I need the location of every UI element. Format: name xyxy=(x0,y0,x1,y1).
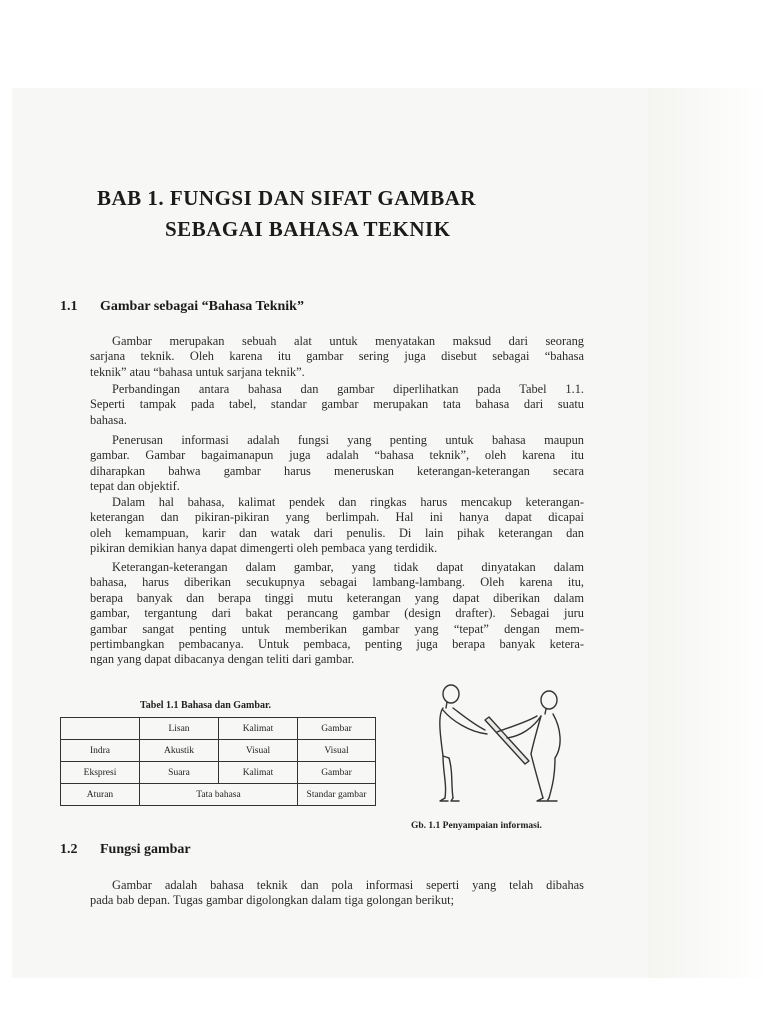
text-line: gambar sangat penting untuk memberikan gambar yang “tepat” dengan mem- xyxy=(90,621,584,636)
table-cell-merged: Tata bahasa xyxy=(140,784,298,806)
table-row xyxy=(61,740,376,762)
table-cell: Ekspresi xyxy=(61,762,140,784)
table-cell: Standar gambar xyxy=(298,784,376,806)
table-cell: Kalimat xyxy=(219,762,298,784)
language-vs-drawing-table xyxy=(60,717,376,806)
text-line: pertimbangkan pembacanya. Untuk pembaca, penting juga berapa banyak ketera- xyxy=(90,636,584,651)
text-line: oleh kemampuan, karir dan watak dari penulis. Di lain pihak keterangan dan xyxy=(90,525,584,540)
table-cell: Akustik xyxy=(140,740,219,762)
table-cell: Lisan xyxy=(140,718,219,740)
text-line: Seperti tampak pada tabel, standar gambar merupakan tata bahasa dari suatu xyxy=(90,397,584,412)
text-line: sarjana teknik. Oleh karena itu gambar sering juga disebut sebagai “bahasa xyxy=(90,349,584,364)
paragraph-3 xyxy=(90,433,584,495)
left-person-figure xyxy=(440,685,487,801)
table-caption: Tabel 1.1 Bahasa dan Gambar. xyxy=(140,700,271,711)
paragraph-4 xyxy=(90,495,584,557)
text-line: tepat dan objektif. xyxy=(90,479,180,494)
text-line: Gambar merupakan sebuah alat untuk menyatakan maksud dari seorang xyxy=(112,334,584,348)
text-line: keterangan dan pikiran-pikiran yang berlimpah. Hal ini hanya dapat dicapai xyxy=(90,510,584,525)
table-cell: Suara xyxy=(140,762,219,784)
section-title: Gambar sebagai “Bahasa Teknik” xyxy=(100,299,304,314)
table-row xyxy=(61,762,376,784)
table-cell: Aturan xyxy=(61,784,140,806)
text-line: pada bab depan. Tugas gambar digolongkan dalam tiga golongan berikut; xyxy=(90,893,455,908)
text-line: ngan yang dapat dibacanya dengan teliti dari gambar. xyxy=(90,652,355,667)
figure-caption: Gb. 1.1 Penyampaian informasi. xyxy=(411,821,542,831)
table-cell: Kalimat xyxy=(219,718,298,740)
paragraph-section-2 xyxy=(90,878,584,909)
text-line: bahasa, harus diberikan secukupnya sebagai lambang-lambang. Oleh karena itu, xyxy=(90,575,584,590)
table-header-row xyxy=(61,718,376,740)
right-person-figure xyxy=(497,691,560,801)
section-number: 1.2 xyxy=(60,842,78,857)
text-line: Keterangan-keterangan dalam gambar, yang tidak dapat dinyatakan dalam xyxy=(112,560,584,574)
table-row xyxy=(61,784,376,806)
text-line: Penerusan informasi adalah fungsi yang penting untuk bahasa maupun xyxy=(112,433,584,447)
text-line: berapa banyak dan berapa tinggi mutu keterangan yang dapat diberikan dalam xyxy=(90,590,584,605)
table-cell xyxy=(61,718,140,740)
table-cell: Gambar xyxy=(298,718,376,740)
table-cell: Gambar xyxy=(298,762,376,784)
text-line: Perbandingan antara bahasa dan gambar diperlihatkan pada Tabel 1.1. xyxy=(112,382,584,396)
paragraph-5 xyxy=(90,560,584,668)
text-line: teknik” atau “bahasa untuk sarjana teknik”. xyxy=(90,364,305,379)
section-heading-1-2 xyxy=(60,842,191,858)
information-transfer-illustration xyxy=(425,680,585,810)
table-cell: Visual xyxy=(219,740,298,762)
section-title: Fungsi gambar xyxy=(100,842,191,857)
chapter-title-line-2: SEBAGAI BAHASA TEKNIK xyxy=(165,217,451,241)
text-line: diharapkan bahwa gambar harus meneruskan keterangan-keterangan secara xyxy=(90,463,584,478)
paragraph-2 xyxy=(90,382,584,428)
rod xyxy=(485,717,529,764)
page-shadow xyxy=(648,88,768,978)
text-line: Gambar adalah bahasa teknik dan pola informasi seperti yang telah dibahas xyxy=(112,878,584,892)
paragraph-1 xyxy=(90,334,584,380)
section-heading-1-1 xyxy=(60,299,304,315)
chapter-title-line-1: BAB 1. FUNGSI DAN SIFAT GAMBAR xyxy=(97,186,477,210)
table-cell: Indra xyxy=(61,740,140,762)
text-line: pikiran demikian hanya dapat dimengerti oleh pembaca yang terdidik. xyxy=(90,541,438,556)
section-number: 1.1 xyxy=(60,299,78,314)
text-line: bahasa. xyxy=(90,412,127,427)
text-line: gambar. Gambar bagaimanapun juga adalah “bahasa teknik”, oleh karena itu xyxy=(90,448,584,463)
text-line: Dalam hal bahasa, kalimat pendek dan ringkas harus mencakup keterangan- xyxy=(112,495,584,509)
text-line: gambar, tergantung dari bakat perancang gambar (design drafter). Sebagai juru xyxy=(90,606,584,621)
table-cell: Visual xyxy=(298,740,376,762)
